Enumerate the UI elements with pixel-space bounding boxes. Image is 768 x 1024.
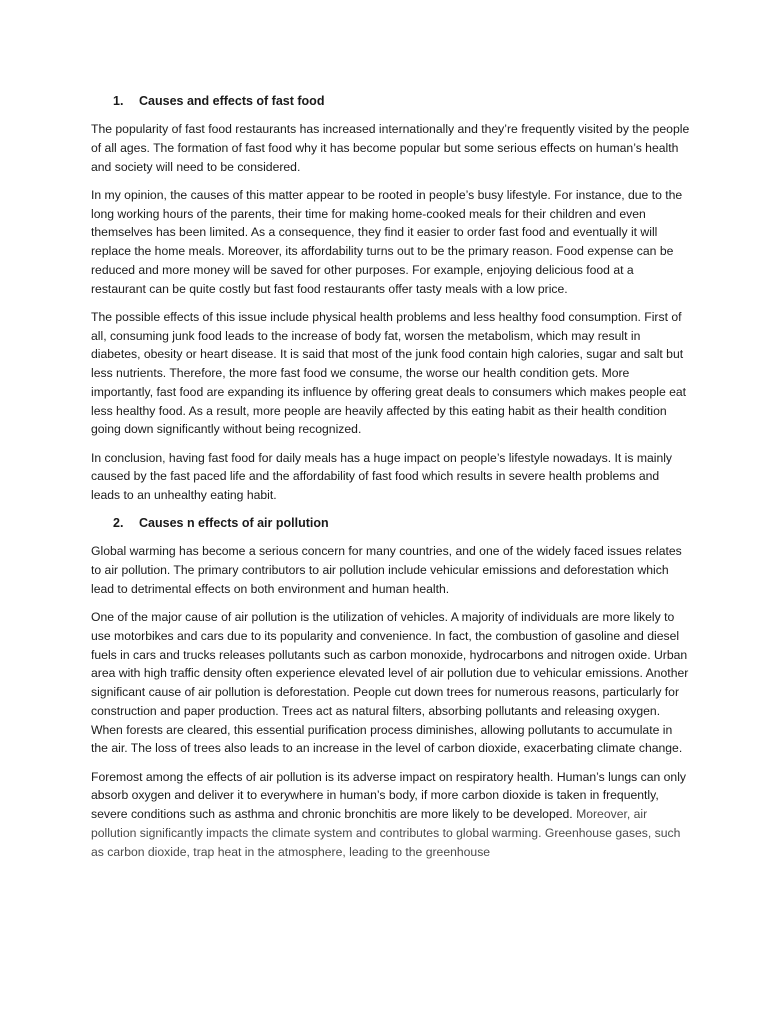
- paragraph: In my opinion, the causes of this matter appear to be rooted in people’s busy lifestyle. For instance, due to the long working hours of the parents, their time for making home-cooked meals for their children and even themselves has been limited. As a consequence, they find it easier to order fast food and eventually it will replace the home meals. Moreover, its affordability turns out to be the primary reason. Food expense can be reduced and more money will be saved for other purposes. For example, enjoying delicious food at a restaurant can be quite costly but fast food restaurants offer tasty meals with a low price.: [91, 187, 683, 296]
- section-title: Causes and effects of fast food: [139, 94, 325, 108]
- paragraph-tail-text: Moreover, air pollution significantly impacts the climate system and contributes to global warming. Greenhouse gases, such as carbon dioxide, trap heat in the atmosphere, leading to the greenhouse: [91, 807, 681, 859]
- paragraph: The popularity of fast food restaurants has increased internationally and they’re frequently visited by the people of all ages. The formation of fast food why it has become popular but some serious effects on human’s health and society will need to be considered.: [91, 122, 690, 174]
- section-number: 1.: [113, 94, 124, 108]
- paragraph: Global warming has become a serious concern for many countries, and one of the widely faced issues relates to air pollution. The primary contributors to air pollution include vehicular emissions and deforestation which lead to detrimental effects on both environment and human health.: [91, 544, 682, 596]
- paragraph-main-text: Foremost among the effects of air pollution is its adverse impact on respiratory health. Human’s lungs can only absorb oxygen and deliver it to everywhere in human’s body, if more carbon dioxide is taken in frequently, severe conditions such as asthma and chronic bronchitis are more likely to be developed.: [91, 769, 687, 821]
- paragraph: In conclusion, having fast food for daily meals has a huge impact on people’s lifestyle nowadays. It is mainly caused by the fast paced life and the affordability of fast food which results in severe health problems and leads to an unhealthy eating habit.: [91, 450, 673, 502]
- document-body: [91, 92, 691, 871]
- section-number: 2.: [113, 516, 124, 531]
- section-heading-air-pollution: [91, 514, 691, 533]
- paragraph: The possible effects of this issue include physical health problems and less healthy food consumption. First of all, consuming junk food leads to the increase of body fat, worsen the metabolism, which may result in diabetes, obesity or heart disease. It is said that most of the junk food contain high calories, sugar and salt but less nutrients. Therefore, the more fast food we consume, the worse our health condition gets. More importantly, fast food are expanding its influence by offering great deals to consumers which makes people eat less healthy food. As a result, more people are heavily affected by this eating habit as their health condition going down significantly without being recognized.: [91, 309, 687, 437]
- paragraph: One of the major cause of air pollution is the utilization of vehicles. A majority of individuals are more likely to use motorbikes and cars due to its popularity and convenience. In fact, the combustion of gasoline and diesel fuels in cars and trucks releases pollutants such as carbon monoxide, hydrocarbons and nitrogen oxide. Urban area with high traffic density often experience elevated level of air pollution due to vehicular emissions. Another significant cause of air pollution is deforestation. People cut down trees for numerous reasons, particularly for construction and paper production. Trees act as natural filters, absorbing pollutants and releasing oxygen. When forests are cleared, this essential purification process diminishes, allowing pollutants to accumulate in the air. The loss of trees also leads to an increase in the level of carbon dioxide, exacerbating climate change.: [91, 610, 689, 756]
- section-title: Causes n effects of air pollution: [139, 516, 329, 531]
- section-heading-fast-food: [91, 92, 691, 111]
- paragraph-last: [91, 768, 691, 862]
